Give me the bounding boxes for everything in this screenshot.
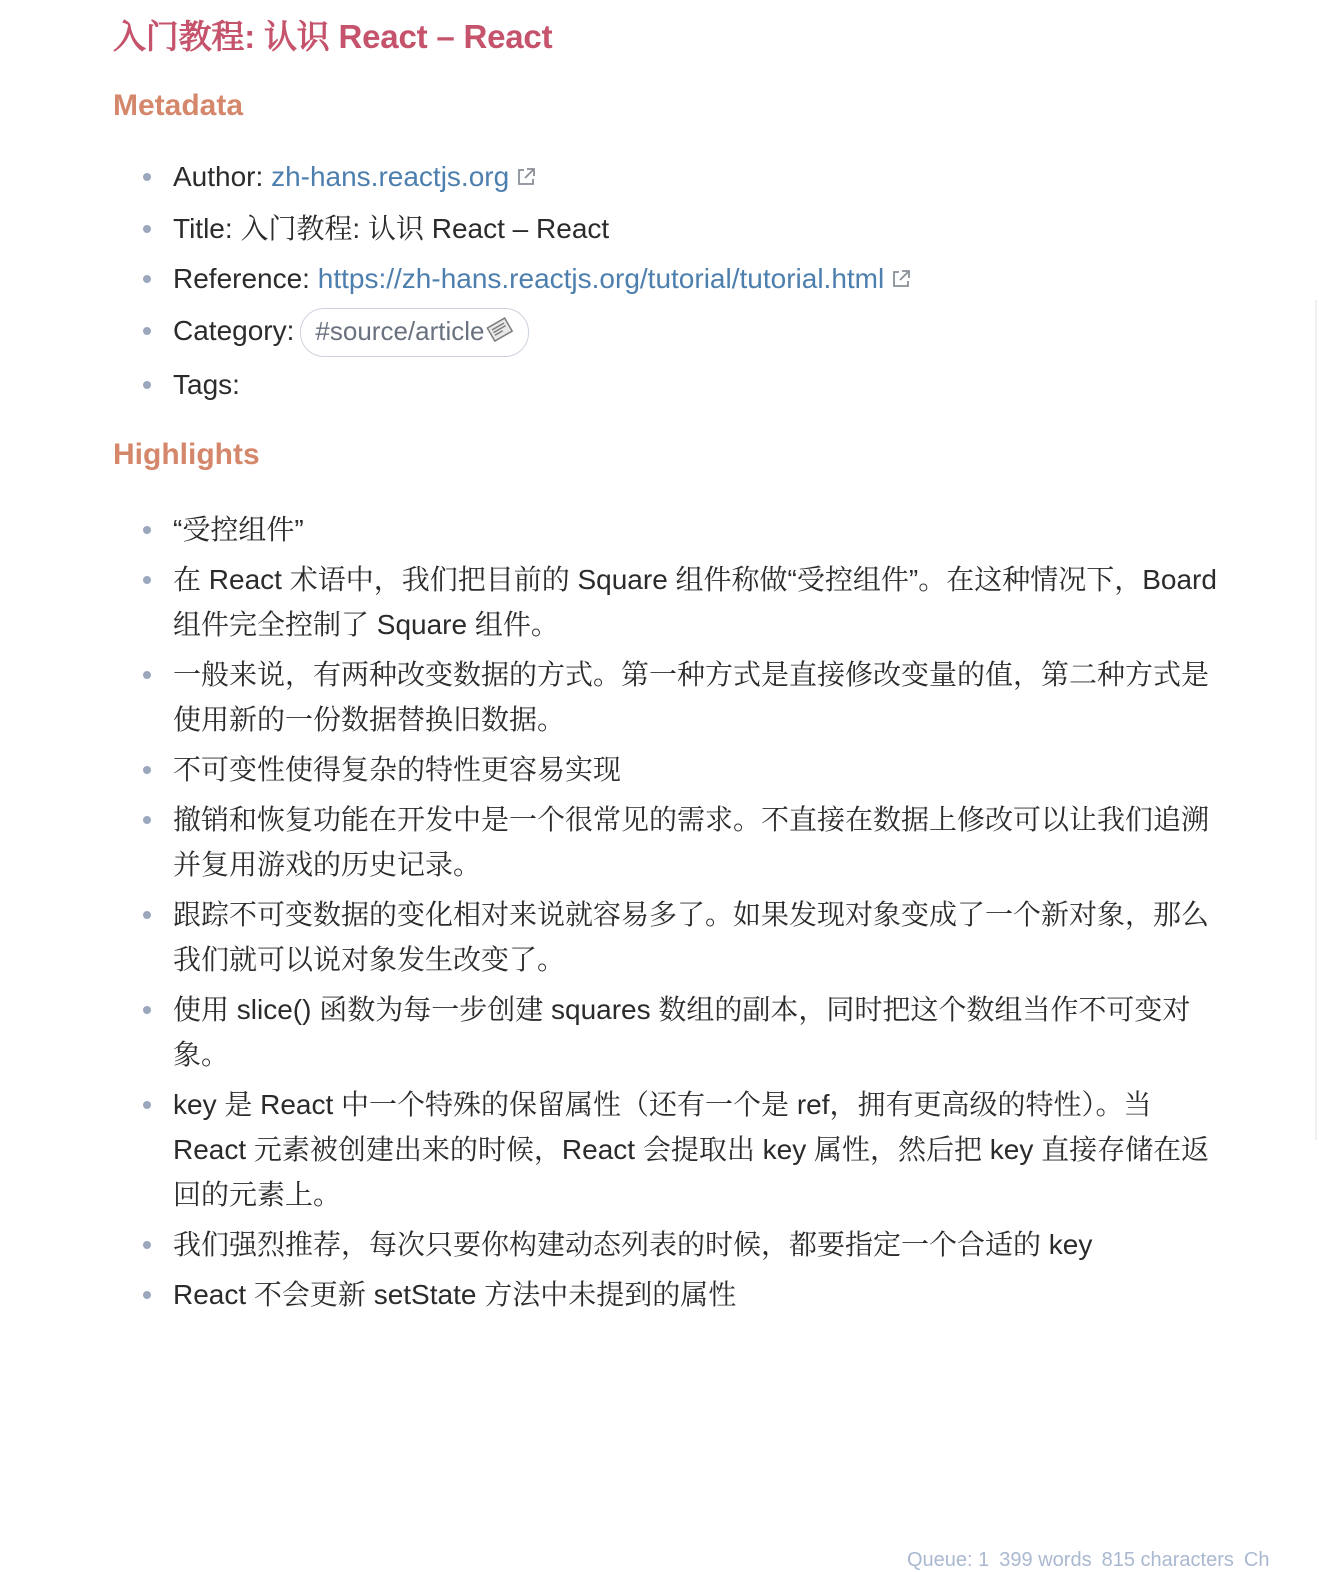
note-content: [113, 12, 1223, 1322]
reference-label: Reference:: [173, 263, 318, 294]
highlight-item: 在 React 术语中，我们把目前的 Square 组件称做“受控组件”。在这种情况下，Board 组件完全控制了 Square 组件。: [113, 557, 1223, 647]
scrollbar-track[interactable]: [1315, 300, 1317, 1140]
status-characters: 815 characters: [1101, 1549, 1234, 1571]
status-queue: Queue: 1: [907, 1549, 990, 1571]
highlight-item: 不可变性使得复杂的特性更容易实现: [113, 747, 1223, 792]
author-link[interactable]: zh-hans.reactjs.org: [271, 161, 510, 192]
metadata-reference: [113, 256, 1223, 303]
metadata-list: [113, 154, 1223, 407]
metadata-author: [113, 154, 1223, 201]
page-title: 入门教程: 认识 React – React: [113, 18, 553, 55]
status-words: 399 words: [999, 1549, 1092, 1571]
metadata-heading: Metadata: [113, 89, 244, 122]
highlight-item: 使用 slice() 函数为每一步创建 squares 数组的副本，同时把这个数组当作不可变对象。: [113, 987, 1223, 1077]
external-link-icon[interactable]: [890, 258, 912, 303]
author-label: Author:: [173, 161, 272, 192]
category-tag-text: #source/article: [315, 316, 485, 347]
category-tag[interactable]: [300, 308, 529, 357]
highlights-list: [113, 507, 1223, 1317]
highlights-heading: Highlights: [113, 438, 260, 472]
status-trailing: Ch: [1243, 1549, 1270, 1571]
highlight-item: 我们强烈推荐，每次只要你构建动态列表的时候，都要指定一个合适的 key: [113, 1222, 1223, 1267]
reference-link[interactable]: https://zh-hans.reactjs.org/tutorial/tutorial.html: [317, 263, 885, 294]
external-link-icon[interactable]: [515, 156, 537, 201]
highlight-item: 跟踪不可变数据的变化相对来说就容易多了。如果发现对象变成了一个新对象，那么我们就可以说对象发生改变了。: [113, 892, 1223, 982]
metadata-title: Title: 入门教程: 认识 React – React: [113, 206, 1223, 251]
newspaper-icon: [486, 312, 514, 356]
metadata-tags: Tags:: [113, 362, 1223, 407]
highlight-item: 撤销和恢复功能在开发中是一个很常见的需求。不直接在数据上修改可以让我们追溯并复用游戏的历史记录。: [113, 797, 1223, 887]
status-bar: [907, 1549, 1279, 1572]
highlight-item: “受控组件”: [113, 507, 1223, 552]
highlight-item: React 不会更新 setState 方法中未提到的属性: [113, 1272, 1223, 1317]
category-label: Category:: [173, 315, 295, 346]
highlight-item: 一般来说，有两种改变数据的方式。第一种方式是直接修改变量的值，第二种方式是使用新的一份数据替换旧数据。: [113, 652, 1223, 742]
metadata-category: [113, 308, 1223, 357]
highlight-item: key 是 React 中一个特殊的保留属性（还有一个是 ref，拥有更高级的特性）。当 React 元素被创建出来的时候，React 会提取出 key 属性，然后把 key 直接存储在返回的元素上。: [113, 1082, 1223, 1217]
